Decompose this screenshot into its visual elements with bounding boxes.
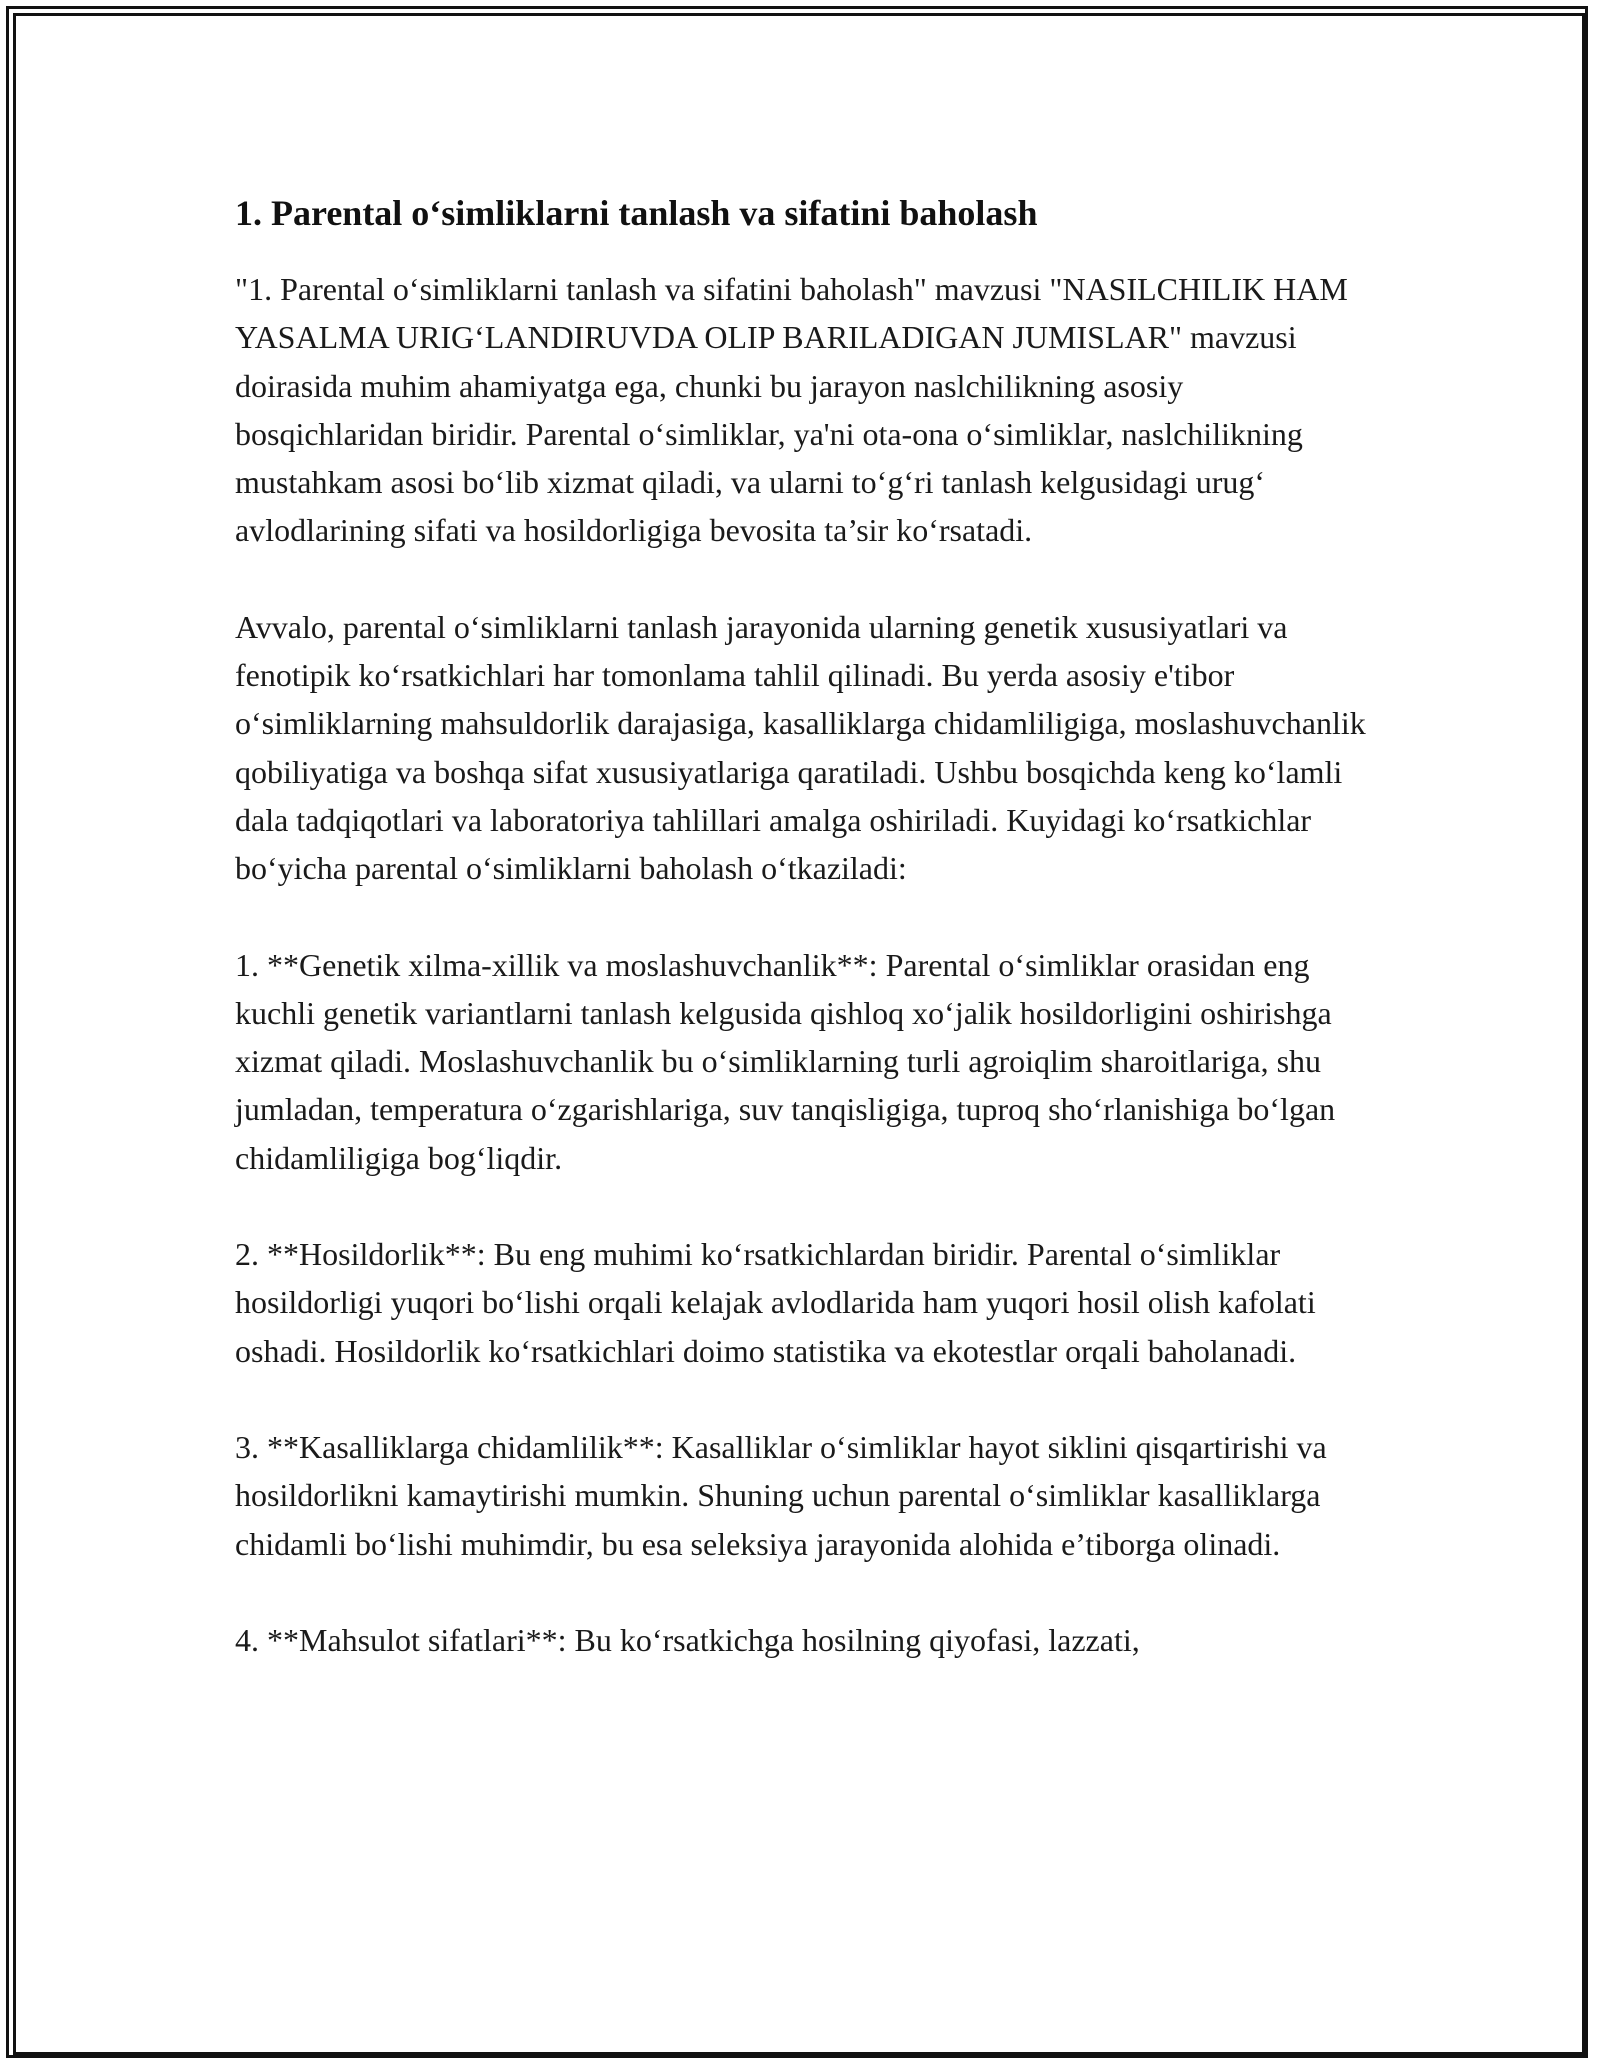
list-item-genetic-diversity: 1. **Genetik xilma-xillik va moslashuvchanlik**: Parental o‘simliklar orasidan eng kuchli genetik variantlarni tanlash kelgusida qishloq xo‘jalik hosildorligini oshirishga xizmat qiladi. Moslashuvchanlik bu o‘simliklarning turli agroiqlim sharoitlariga, shu jumladan, temperatura o‘zgarishlariga, suv tanqisligiga, tuproq sho‘rlanishiga bo‘lgan chidamliligiga bog‘liqdir. <box>235 946 1336 1176</box>
list-item-product-qualities: 4. **Mahsulot sifatlari**: Bu ko‘rsatkichga hosilning qiyofasi, lazzati, <box>235 1621 1140 1658</box>
document-body <box>235 185 1375 1712</box>
paragraph-intro: "1. Parental o‘simliklarni tanlash va sifatini baholash" mavzusi "NASILCHILIK HAM YASALMA URIG‘LANDIRUVDA OLIP BARILADIGAN JUMISLAR" mavzusi doirasida muhim ahamiyatga ega, chunki bu jarayon naslchilikning asosiy bosqichlaridan biridir. Parental o‘simliklar, ya'ni ota-ona o‘simliklar, naslchilikning mustahkam asosi bo‘lib xizmat qiladi, va ularni to‘g‘ri tanlash kelgusidagi urug‘ avlodlarining sifati va hosildorligiga bevosita ta’sir ko‘rsatadi. <box>235 271 1348 549</box>
document-heading: 1. Parental o‘simliklarni tanlash va sifatini baholash <box>235 193 1038 233</box>
list-item-productivity: 2. **Hosildorlik**: Bu eng muhimi ko‘rsatkichlardan biridir. Parental o‘simliklar hosildorligi yuqori bo‘lishi orqali kelajak avlodlarida ham yuqori hosil olish kafolati oshadi. Hosildorlik ko‘rsatkichlari doimo statistika va ekotestlar orqali baholanadi. <box>235 1236 1316 1369</box>
paragraph-selection: Avvalo, parental o‘simliklarni tanlash jarayonida ularning genetik xususiyatlari va fenotipik ko‘rsatkichlari har tomonlama tahlil qilinadi. Bu yerda asosiy e'tibor o‘simliklarning mahsuldorlik darajasiga, kasalliklarga chidamliligiga, moslashuvchanlik qobiliyatiga va boshqa sifat xususiyatlariga qaratiladi. Ushbu bosqichda keng ko‘lamli dala tadqiqotlari va laboratoriya tahlillari amalga oshiriladi. Kuyidagi ko‘rsatkichlar bo‘yicha parental o‘simliklarni baholash o‘tkaziladi: <box>235 608 1366 887</box>
list-item-disease-resistance: 3. **Kasalliklarga chidamlilik**: Kasalliklar o‘simliklar hayot siklini qisqartirishi va hosildorlikni kamaytirishi mumkin. Shuning uchun parental o‘simliklar kasalliklarga chidamli bo‘lishi muhimdir, bu esa seleksiya jarayonida alohida e’tiborga olinadi. <box>235 1428 1327 1562</box>
